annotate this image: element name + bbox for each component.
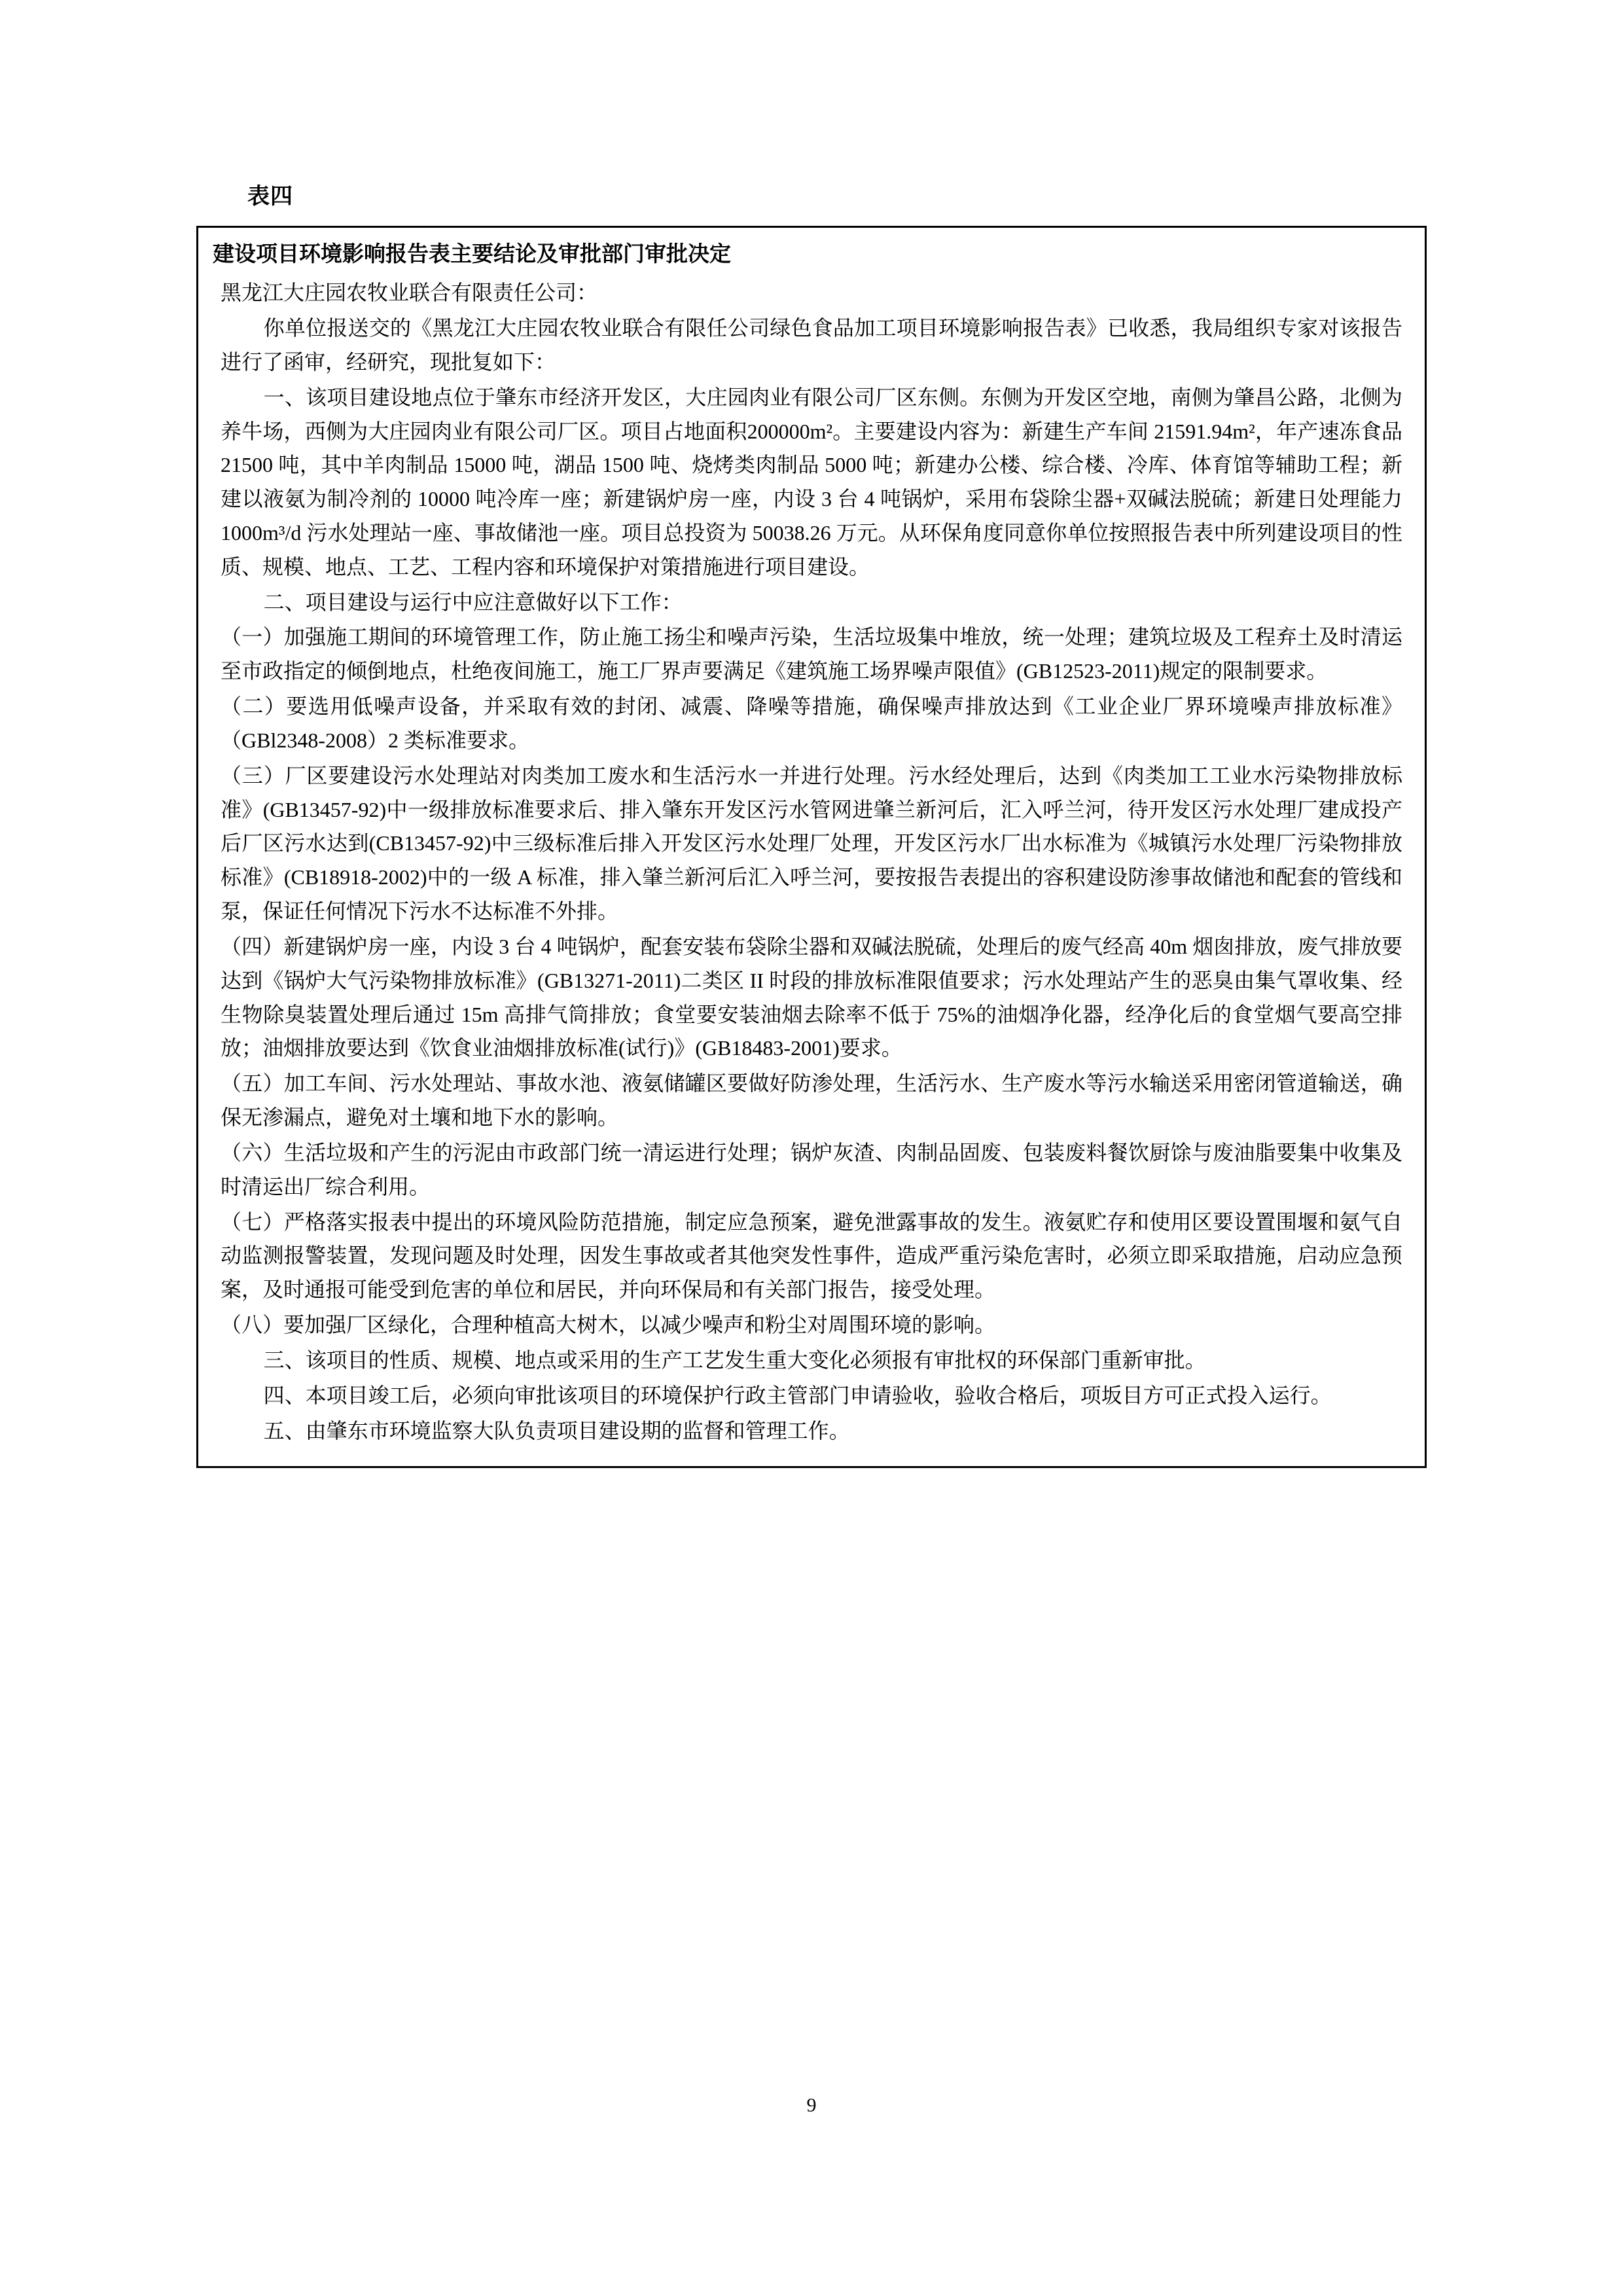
paragraph: （六）生活垃圾和产生的污泥由市政部门统一清运进行处理；锅炉灰渣、肉制品固废、包装废料餐饮厨馀与废油脂要集中收集及时清运出厂综合利用。	[221, 1140, 1402, 1198]
paragraph: 四、本项目竣工后，必须向审批该项目的环境保护行政主管部门申请验收，验收合格后，项坂目方可正式投入运行。	[263, 1383, 1332, 1407]
paragraph: （七）严格落实报表中提出的环境风险防范措施，制定应急预案，避免泄露事故的发生。液氨贮存和使用区要设置围堰和氨气自动监测报警装置，发现问题及时处理，因发生事故或者其他突发性事件，造成严重污染危害时，必须立即采取措施，启动应急预案，及时通报可能受到危害的单位和居民，并向环保局和有关部门报告，接受处理。	[221, 1210, 1402, 1302]
paragraph: 你单位报送交的《黑龙江大庄园农牧业联合有限任公司绿色食品加工项目环境影响报告表》已收悉，我局组织专家对该报告进行了函审，经研究，现批复如下：	[221, 316, 1402, 374]
paragraph: 三、该项目的性质、规模、地点或采用的生产工艺发生重大变化必须报有审批权的环保部门重新审批。	[263, 1348, 1206, 1372]
page-number: 9	[806, 2094, 817, 2116]
document-title: 建设项目环境影响报告表主要结论及审批部门审批决定	[213, 243, 731, 266]
paragraph: （二）要选用低噪声设备，并采取有效的封闭、减震、降噪等措施，确保噪声排放达到《工业企业厂界环境噪声排放标准》（GBl2348-2008）2 类标准要求。	[221, 694, 1402, 752]
paragraph: （八）要加强厂区绿化，合理种植高大树木，以减少噪声和粉尘对周围环境的影响。	[221, 1313, 996, 1337]
document-box	[196, 226, 1427, 1468]
paragraph: 二、项目建设与运行中应注意做好以下工作：	[263, 590, 683, 614]
paragraph: （五）加工车间、污水处理站、事故水池、液氨储罐区要做好防渗处理，生活污水、生产废水等污水输送采用密闭管道输送，确保无渗漏点，避免对土壤和地下水的影响。	[221, 1071, 1402, 1130]
sheet-label: 表四	[247, 185, 293, 209]
paragraph: （一）加强施工期间的环境管理工作，防止施工扬尘和噪声污染，生活垃圾集中堆放，统一处理；建筑垃圾及工程弃土及时清运至市政指定的倾倒地点，杜绝夜间施工，施工厂界声要满足《建筑施工场界噪声限值》(GB12523-2011)规定的限制要求。	[221, 625, 1402, 683]
paragraph: 五、由肇东市环境监察大队负责项目建设期的监督和管理工作。	[263, 1418, 850, 1443]
paragraph: （四）新建锅炉房一座，内设 3 台 4 吨锅炉，配套安装布袋除尘器和双碱法脱硫，处理后的废气经高 40m 烟囱排放，废气排放要达到《锅炉大气污染物排放标准》(GB13271-2011)二类区 II 时段的排放标准限值要求；污水处理站产生的恶臭由集气罩收集、经生物除臭装置处理后通过 15m 高排气筒排放；食堂要安装油烟去除率不低于 75%的油烟净化器，经净化后的食堂烟气要高空排放；油烟排放要达到《饮食业油烟排放标准(试行)》(GB18483-2001)要求。	[221, 934, 1402, 1060]
paragraph: （三）厂区要建设污水处理站对肉类加工废水和生活污水一并进行处理。污水经处理后，达到《肉类加工工业水污染物排放标准》(GB13457-92)中一级排放标准要求后、排入肇东开发区污水管网进肇兰新河后，汇入呼兰河，待开发区污水处理厂建成投产后厂区污水达到(CB13457-92)中三级标准后排入开发区污水处理厂处理，开发区污水厂出水标准为《城镇污水处理厂污染物排放标准》(CB18918-2002)中的一级 A 标准，排入肇兰新河后汇入呼兰河，要按报告表提出的容积建设防渗事故储池和配套的管线和泵，保证任何情况下污水不达标准不外排。	[221, 763, 1402, 924]
paragraph: 一、该项目建设地点位于肇东市经济开发区，大庄园肉业有限公司厂区东侧。东侧为开发区空地，南侧为肇昌公路，北侧为养牛场，西侧为大庄园肉业有限公司厂区。项目占地面积200000m²。主要建设内容为：新建生产车间 21591.94m²，年产速冻食品 21500 吨，其中羊肉制品 15000 吨，湖品 1500 吨、烧烤类肉制品 5000 吨；新建办公楼、综合楼、冷库、体育馆等辅助工程；新建以液氨为制冷剂的 10000 吨冷库一座；新建锅炉房一座，内设 3 台 4 吨锅炉，采用布袋除尘器+双碱法脱硫；新建日处理能力 1000m³/d 污水处理站一座、事故储池一座。项目总投资为 50038.26 万元。从环保角度同意你单位按照报告表中所列建设项目的性质、规模、地点、工艺、工程内容和环境保护对策措施进行项目建设。	[221, 385, 1402, 579]
addressee-line: 黑龙江大庄园农牧业联合有限责任公司：	[221, 281, 598, 305]
document-body	[198, 276, 1425, 1466]
